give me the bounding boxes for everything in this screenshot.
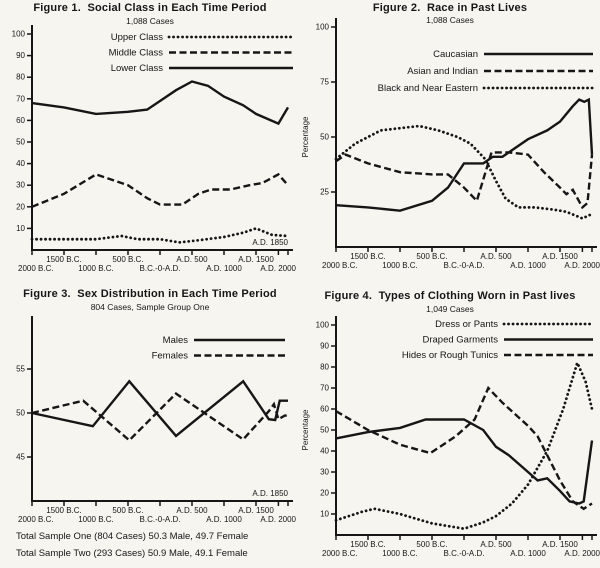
x-tick-label: 1000 B.C. [78,264,114,273]
y-axis-label: Percentage [301,116,310,158]
x-tick-label: A.D. 1500 [238,255,274,264]
figure-4-panel [300,285,600,568]
y-tick-label: 20 [16,202,25,212]
legend-label-draped-garments: Draped Garments [422,334,498,346]
y-tick-label: 50 [320,425,329,435]
figure-3-subtitle: 804 Cases, Sample Group One [90,302,210,312]
x-tick-label: A.D. 1500 [542,540,578,549]
figure-1-chart [0,0,300,285]
x-tick-label: B.C.-0-A.D. [443,261,485,270]
y-tick-label: 60 [320,404,329,414]
y-tick-label: 90 [16,51,25,61]
x-tick-label: 500 B.C. [416,540,448,549]
figure-4-chart [300,285,600,568]
y-tick-label: 80 [16,72,25,82]
y-tick-label: 10 [16,223,25,233]
x-tick-label: 1500 B.C. [350,540,386,549]
y-tick-label: 50 [320,132,329,142]
figure-4-title: Figure 4. Types of Clothing Worn in Past lives [324,290,576,302]
figure-2-title: Figure 2. Race in Past Lives [372,2,528,14]
legend-label-lower-class: Lower Class [110,63,163,74]
series-line-black-and-near-eastern [336,126,592,218]
y-tick-label: 80 [320,362,329,372]
series-line-hides-or-rough-tunics [336,388,592,509]
figure-2-panel [300,0,600,285]
y-tick-label: 60 [16,115,25,125]
figure-1-subtitle: 1,088 Cases [126,16,174,26]
figure-4-subtitle: 1,049 Cases [426,304,474,314]
y-tick-label: 10 [320,509,329,519]
y-tick-label: 100 [11,29,25,39]
y-tick-label: 100 [315,22,329,32]
y-tick-label: 70 [320,383,329,393]
x-tick-label: A.D. 2000 [564,261,600,270]
legend-label-upper-class: Upper Class [110,32,163,43]
y-tick-label: 100 [315,320,329,330]
x-tick-label: 1500 B.C. [46,255,82,264]
series-line-upper-class [32,228,288,242]
x-tick-label: A.D. 1000 [510,261,546,270]
x-tick-label: A.D. 1500 [542,252,578,261]
y-tick-label: 20 [320,488,329,498]
x-tick-label: A.D. 1000 [206,515,242,524]
x-tick-label: 500 B.C. [112,255,144,264]
x-tick-label: A.D. 2000 [260,515,296,524]
x-tick-label: B.C.-0-A.D. [139,264,181,273]
legend-label-caucasian: Caucasian [433,49,478,60]
y-tick-label: 30 [320,467,329,477]
y-tick-label: 70 [16,94,25,104]
legend-label-dress-or-pants: Dress or Pants [435,319,498,330]
sample-two-footnote: Total Sample Two (293 Cases) 50.9 Male, 49.1 Female [16,548,248,559]
y-tick-label: 40 [16,159,25,169]
figure-1-title: Figure 1. Social Class in Each Time Period [33,2,267,14]
legend-label-females: Females [151,350,188,362]
y-tick-label: 50 [16,408,25,418]
figure-2-chart [300,0,600,285]
x-tick-label: 2000 B.C. [18,515,54,524]
x-tick-label: 2000 B.C. [322,549,358,558]
y-tick-label: 55 [16,364,25,374]
legend-label-black-and-near-eastern: Black and Near Eastern [377,83,478,94]
x-tick-label: 500 B.C. [112,506,144,515]
series-line-asian-and-indian [336,152,592,207]
series-line-dress-or-pants [336,363,592,529]
axis-annotation: A.D. 1850 [252,489,288,498]
x-tick-label: B.C.-0-A.D. [443,549,485,558]
x-tick-label: A.D. 1500 [238,506,274,515]
x-tick-label: 1500 B.C. [46,506,82,515]
figure-3-chart [0,285,300,568]
x-tick-label: 2000 B.C. [322,261,358,270]
x-tick-label: 1500 B.C. [350,252,386,261]
y-tick-label: 50 [16,137,25,147]
y-axis-label: Percentage [301,409,310,451]
x-tick-label: A.D. 1000 [206,264,242,273]
sample-one-footnote: Total Sample One (804 Cases) 50.3 Male, 49.7 Female [16,531,249,542]
legend-label-asian-and-indian: Asian and Indian [407,66,478,77]
figure-3-title: Figure 3. Sex Distribution in Each Time Period [23,288,277,300]
y-tick-label: 40 [320,446,329,456]
axis-annotation: A.D. 1850 [252,238,288,247]
x-tick-label: 1000 B.C. [382,549,418,558]
series-line-caucasian [336,100,592,211]
y-tick-label: 30 [16,180,25,190]
figure-2-subtitle: 1,088 Cases [426,15,474,25]
x-tick-label: 1000 B.C. [78,515,114,524]
x-tick-label: A.D. 2000 [260,264,296,273]
figure-1-panel [0,0,300,285]
series-line-middle-class [32,174,288,206]
x-tick-label: A.D. 500 [176,255,208,264]
legend-label-males: Males [162,335,188,346]
x-tick-label: A.D. 500 [480,540,512,549]
y-tick-label: 45 [16,452,25,462]
x-tick-label: A.D. 2000 [564,549,600,558]
x-tick-label: 2000 B.C. [18,264,54,273]
x-tick-label: 1000 B.C. [382,261,418,270]
figure-3-panel [0,285,300,568]
x-tick-label: A.D. 1000 [510,549,546,558]
y-tick-label: 75 [320,77,329,87]
legend-label-hides-or-rough-tunics: Hides or Rough Tunics [401,350,498,361]
series-line-lower-class [32,82,288,124]
x-tick-label: A.D. 500 [480,252,512,261]
x-tick-label: 500 B.C. [416,252,448,261]
legend-label-middle-class: Middle Class [108,47,163,59]
y-tick-label: 25 [320,187,329,197]
x-tick-label: A.D. 500 [176,506,208,515]
x-tick-label: B.C.-0-A.D. [139,515,181,524]
y-tick-label: 90 [320,341,329,351]
